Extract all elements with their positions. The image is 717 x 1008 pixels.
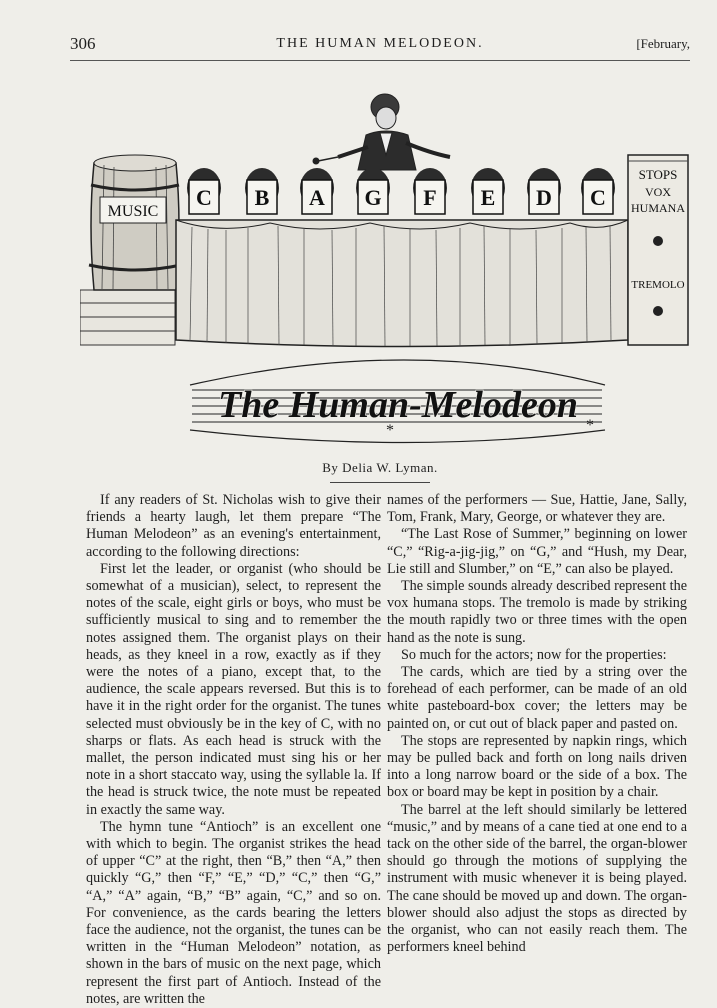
left-column xyxy=(86,492,381,1008)
organist-figure xyxy=(313,94,450,170)
performer-5 xyxy=(413,168,447,214)
stops-title: STOPS xyxy=(638,167,678,182)
performers-row xyxy=(187,168,615,214)
barrel-label: MUSIC xyxy=(107,203,159,220)
asterisk-icon: * xyxy=(586,417,594,434)
right-column xyxy=(387,492,687,956)
performer-7 xyxy=(527,168,561,214)
paragraph: The hymn tune “Antioch” is an excellent one with which to begin. The organist strikes the head of upper “C” at the right, then “B,” then “A,” then quickly “G,” then “F,” “E,” “D,” “C,” then “G,” “A,” “A” again, “B,” “B” again, “C,” and so on. For convenience, as the cards bearing the letters face the audience, not the organist, the tunes can be written in the “Human Melodeon” notation, as shown in the bars of music on the next page, which represent the first part of Antioch. Instead of the notes, are written the xyxy=(86,818,381,1007)
performer-8 xyxy=(581,168,615,214)
paragraph: The simple sounds already described represent the vox humana stops. The tremolo is made by striking the mouth rapidly two or three times with the open hand as the note is sung. xyxy=(387,578,688,646)
card-letter: G xyxy=(364,185,382,210)
stops-humana: HUMANA xyxy=(631,201,685,215)
page-number: 306 xyxy=(70,34,96,53)
paragraph: The stops are represented by napkin rings, which may be pulled back and forth on long nails driven into a long narrow board or the side of a box. The box or board may be kept in position by a chair. xyxy=(387,732,687,801)
barrel xyxy=(89,155,181,290)
paragraph: The barrel at the left should similarly be lettered “music,” and by means of a cane tied at one end to a tack on the other side of the barrel, the organ-blower should go through the motions of supplying the instrument with music whenever it is being played. The cane should be moved up and down. The organ-blower should also adjust the stops as directed by the organist, who can not easily reach them. The performers kneel behind xyxy=(387,801,687,956)
card-letter: E xyxy=(480,185,496,210)
running-title: THE HUMAN MELODEON. xyxy=(276,36,484,51)
title-banner xyxy=(190,360,605,443)
stops-board xyxy=(628,155,688,345)
running-month: [February, xyxy=(636,36,690,51)
vox-stop-knob-icon xyxy=(653,236,663,246)
platform xyxy=(80,290,175,345)
card-letter: F xyxy=(423,185,437,210)
header-rule xyxy=(70,60,690,61)
paragraph: “The Last Rose of Summer,” beginning on lower “C,” “Rig-a-jig-jig,” on “G,” and “Hush, my Dear, Lie still and Slumber,” on “E,” can also be played. xyxy=(387,526,687,577)
performer-1 xyxy=(187,168,221,214)
tremolo-stop-knob-icon xyxy=(653,306,663,316)
paragraph: If any readers of St. Nicholas wish to give their friends a hearty laugh, let them prepare “The Human Melodeon” as an evening's entertainment, according to the following directions: xyxy=(86,492,381,560)
performer-6 xyxy=(471,168,505,214)
stops-tremolo: TREMOLO xyxy=(631,279,685,291)
running-header xyxy=(70,34,690,56)
melodeon-illustration xyxy=(80,85,690,455)
asterisk-icon: * xyxy=(386,422,394,439)
card-letter: B xyxy=(254,185,270,210)
paragraph: names of the performers — Sue, Hattie, Jane, Sally, Tom, Frank, Mary, George, or whatever they are. xyxy=(387,492,687,526)
paragraph: So much for the actors; now for the properties: xyxy=(401,646,667,663)
paragraph: First let the leader, or organist (who should be somewhat of a musician), select, to represent the notes of the scale, eight girls or boys, who must be sufficiently musical to sing and to remember the notes assigned them. The organist plays on their heads, as they kneel in a row, exactly as if they were the notes of a piano, except that, to the audience, the scale appears reversed. But this is to have it in the right order for the organist. The tunes selected must obviously be in the key of C, with no sharps or flats. As each head is struck with the mallet, the person indicated must sing his or her note in a short staccato way, using the syllable la. If the head is struck twice, the note must be repeated in exactly the same way. xyxy=(86,560,381,818)
performer-3 xyxy=(300,168,334,214)
card-letter: C xyxy=(590,185,606,210)
card-letter: A xyxy=(309,185,325,210)
paragraph: The cards, which are tied by a string over the forehead of each performer, can be made of an old white pasteboard-box cover; the letters may be painted on, or cut out of black paper and pasted on. xyxy=(387,664,687,732)
stops-vox: VOX xyxy=(645,185,671,199)
byline: By Delia W. Lyman. xyxy=(322,460,438,475)
draped-table xyxy=(176,220,628,347)
banner-title: The Human-Melodeon xyxy=(218,384,578,426)
performer-4 xyxy=(356,168,390,214)
byline-rule xyxy=(330,482,430,483)
card-letter: C xyxy=(196,185,212,210)
performer-2 xyxy=(245,168,279,214)
card-letter: D xyxy=(536,185,552,210)
